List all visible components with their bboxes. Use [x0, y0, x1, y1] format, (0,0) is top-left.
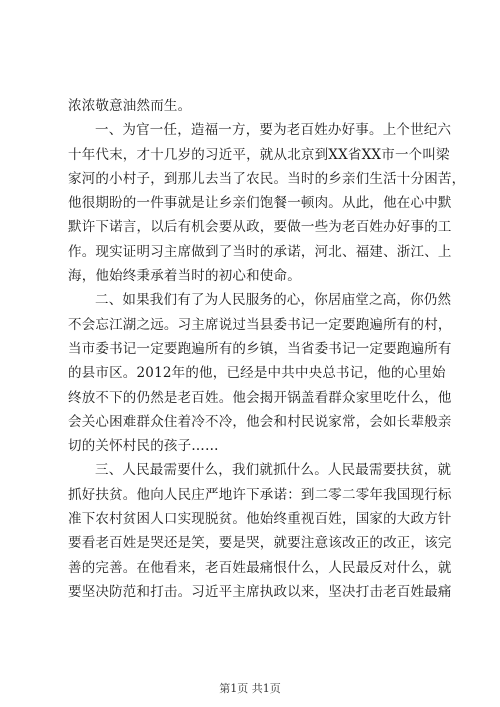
paragraph-line: 抓好扶贫。他向人民庄严地许下承诺：到二零二零年我国现行标 [68, 486, 452, 503]
paragraph-line: 当市委书记一定要跑遍所有的乡镇，当省委书记一定要跑遍所有 [68, 340, 452, 357]
paragraph-line: 作。现实证明习主席做到了当时的承诺，河北、福建、浙江、上 [68, 243, 452, 260]
paragraph-line: 默许下诺言，以后有机会要从政，要做一些为老百姓办好事的工 [68, 219, 452, 236]
paragraph-line: 不会忘江湖之远。习主席说过当县委书记一定要跑遍所有的村， [68, 316, 452, 333]
paragraph-line: 海，他始终秉承着当时的初心和使命。 [68, 268, 301, 285]
paragraph-first-line: 三、人民最需要什么，我们就抓什么。人民最需要扶贫，就 [95, 462, 452, 479]
paragraph-line: 会关心困难群众住着冷不冷，他会和村民说家常，会如长辈般亲 [68, 413, 452, 430]
paragraph-line: 终放不下的仍然是老百姓。他会揭开锅盖看群众家里吃什么，他 [68, 389, 452, 406]
paragraph-first-line: 二、如果我们有了为人民服务的心，你居庙堂之高，你仍然 [95, 292, 452, 309]
paragraph-line: 他很期盼的一件事就是让乡亲们饱餐一顿肉。从此，他在心中默 [68, 195, 452, 212]
paragraph-line: 要看老百姓是哭还是笑，要是哭，就要注意该改正的改正，该完 [68, 535, 452, 552]
paragraph-line: 准下农村贫困人口实现脱贫。他始终重视百姓，国家的大政方针 [68, 511, 452, 528]
page-footer: 第1页 共1页 [219, 682, 281, 695]
paragraph-line: 家河的小村子，到那儿去当了农民。当时的乡亲们生活十分困苦， [68, 170, 466, 187]
paragraph-line: 十年代末，才十几岁的习近平，就从北京到XX省XX市一个叫梁 [68, 146, 450, 163]
paragraph-line: 的县市区。2012年的他，已经是中共中央总书记，他的心里始 [68, 365, 446, 382]
paragraph-line: 浓浓敬意油然而生。 [68, 98, 192, 114]
paragraph-line: 要坚决防范和打击。习近平主席执政以来，坚决打击老百姓最痛 [68, 583, 452, 600]
document-body [68, 94, 466, 604]
paragraph-first-line: 一、为官一任，造福一方，要为老百姓办好事。上个世纪六 [95, 122, 452, 139]
paragraph-line: 善的完善。在他看来，老百姓最痛恨什么，人民最反对什么，就 [68, 559, 452, 576]
paragraph-line: 切的关怀村民的孩子…… [68, 438, 219, 455]
